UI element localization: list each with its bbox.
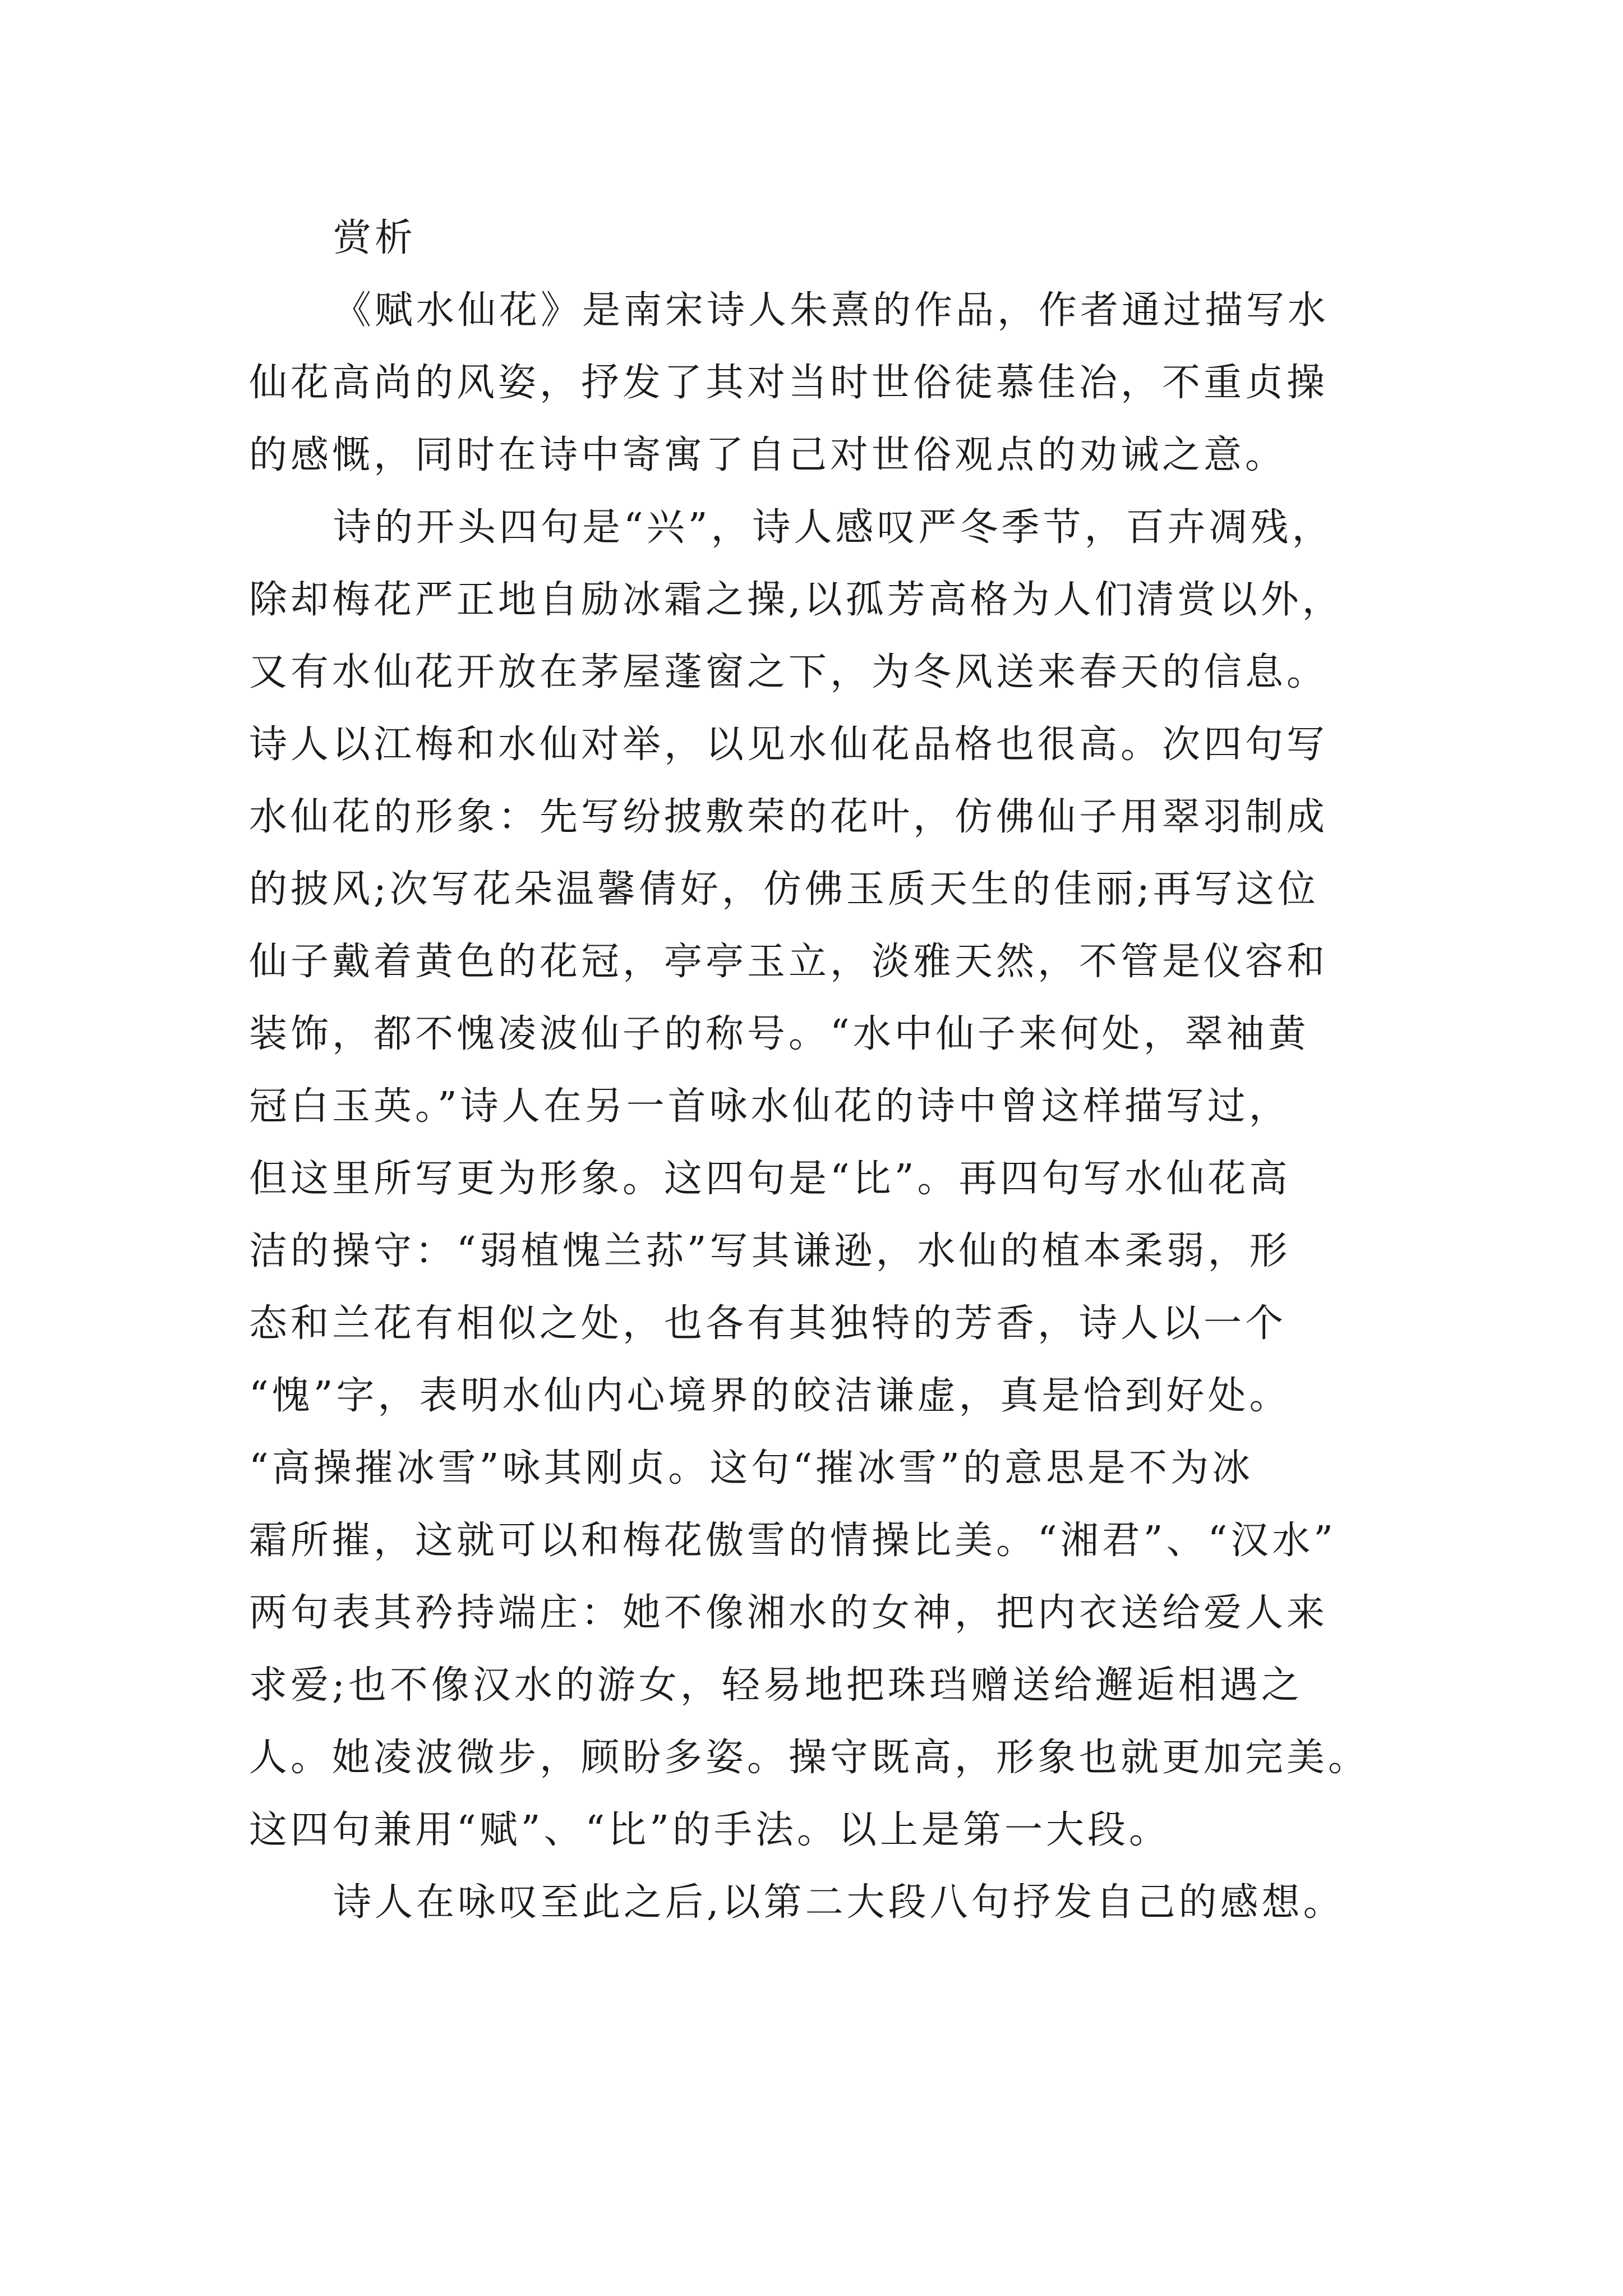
text-line: 但这里所写更为形象。这四句是“比”。再四句写水仙花高 <box>249 1157 1291 1201</box>
text-line: 除却梅花严正地自励冰霜之操,以孤芳高格为人们清赏以外， <box>249 578 1344 622</box>
text-line: 仙花高尚的风姿，抒发了其对当时世俗徒慕佳冶，不重贞操 <box>249 361 1329 405</box>
text-line: 的感慨，同时在诗中寄寓了自己对世俗观点的劝诫之意。 <box>249 433 1287 477</box>
paragraph-lines <box>249 274 1393 1939</box>
text-line: 洁的操守：“弱植愧兰荪”写其谦逊，水仙的植本柔弱，形 <box>249 1229 1291 1273</box>
text-line: 霜所摧，这就可以和梅花傲雪的情操比美。“湘君”、“汉水” <box>249 1519 1337 1563</box>
text-line: 诗人在咏叹至此之后,以第二大段八句抒发自己的感想。 <box>333 1880 1345 1925</box>
text-line: 人。她凌波微步，顾盼多姿。操守既高，形象也就更加完美。 <box>249 1736 1370 1780</box>
text-line: 《赋水仙花》是南宋诗人朱熹的作品，作者通过描写水 <box>333 288 1330 333</box>
text-line: 水仙花的形象：先写纷披敷荣的花叶，仿佛仙子用翠羽制成 <box>249 795 1329 839</box>
text-line: 装饰，都不愧凌波仙子的称号。“水中仙子来何处，翠袖黄 <box>249 1012 1310 1056</box>
text-line: 仙子戴着黄色的花冠，亭亭玉立，淡雅天然，不管是仪容和 <box>249 940 1329 984</box>
text-line: 态和兰花有相似之处，也各有其独特的芳香，诗人以一个 <box>249 1301 1287 1346</box>
section-heading: 赏析 <box>333 216 417 260</box>
text-line: 这四句兼用“赋”、“比”的手法。以上是第一大段。 <box>249 1808 1171 1852</box>
text-line: 的披风;次写花朵温馨倩好，仿佛玉质天生的佳丽;再写这位 <box>249 867 1319 912</box>
text-line: 求爱;也不像汉水的游女，轻易地把珠珰赠送给邂逅相遇之 <box>249 1663 1303 1708</box>
text-line: 诗的开头四句是“兴”，诗人感叹严冬季节，百卉凋残， <box>333 505 1334 550</box>
text-line: 冠白玉英。”诗人在另一首咏水仙花的诗中曾这样描写过， <box>249 1084 1290 1129</box>
text-line: 两句表其矜持端庄：她不像湘水的女神，把内衣送给爱人来 <box>249 1591 1329 1635</box>
text-line: 又有水仙花开放在茅屋蓬窗之下，为冬风送来春天的信息。 <box>249 650 1329 694</box>
text-line: “愧”字，表明水仙内心境界的皎洁谦虚，真是恰到好处。 <box>249 1374 1291 1418</box>
text-line: “高操摧冰雪”咏其刚贞。这句“摧冰雪”的意思是不为冰 <box>249 1446 1254 1490</box>
document-body <box>249 202 1393 1939</box>
text-line: 诗人以江梅和水仙对举，以见水仙花品格也很高。次四句写 <box>249 723 1329 767</box>
